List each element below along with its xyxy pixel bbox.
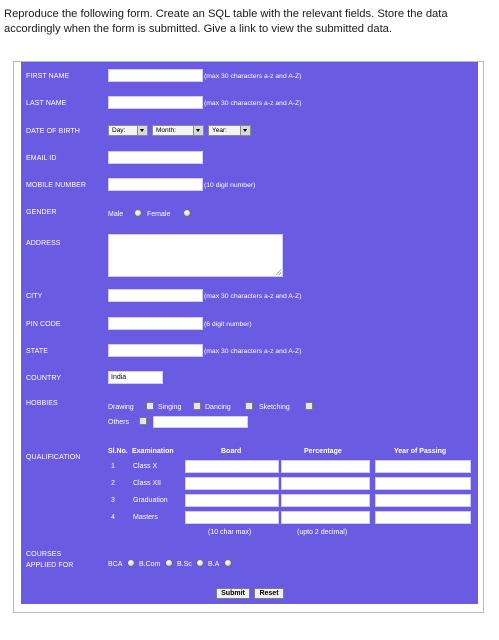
course-bcom-radio[interactable] — [165, 559, 173, 567]
first-name-hint: (max 30 characters a-z and A-Z) — [204, 73, 302, 80]
qualification-year-input[interactable] — [375, 511, 471, 524]
dob-day-text: Day: — [112, 127, 126, 134]
chevron-down-icon — [193, 126, 203, 135]
hobby-dancing-label: Dancing — [205, 404, 231, 411]
qualification-header-year: Year of Passing — [394, 448, 447, 455]
hobby-others-label: Others — [108, 419, 130, 426]
registration-form-panel — [21, 62, 478, 604]
address-label: ADDRESS — [26, 240, 61, 247]
instructions-text: Reproduce the following form. Create an SQL table with the relevant fields. Store the data accordingly when the form is submitted. Give a link to view the submitted data. — [4, 8, 448, 35]
qualification-year-input[interactable] — [375, 494, 471, 507]
city-input[interactable] — [108, 289, 203, 302]
hobby-drawing-label: Drawing — [108, 404, 134, 411]
dob-label: DATE OF BIRTH — [26, 128, 80, 135]
dob-month-text: Month: — [156, 127, 176, 134]
first-name-label: FIRST NAME — [26, 73, 70, 80]
qualification-percentage-input[interactable] — [281, 477, 370, 490]
qualification-header-board: Board — [221, 448, 242, 455]
course-bcom-label: B.Com — [139, 561, 161, 568]
qualification-row-no: 4 — [111, 514, 115, 521]
hobby-singing-label: Singing — [158, 404, 182, 411]
qualification-row-exam: Graduation — [133, 497, 168, 504]
resize-grip-icon[interactable] — [275, 269, 281, 275]
qualification-year-input[interactable] — [375, 477, 471, 490]
gender-female-label: Female — [147, 211, 171, 218]
mobile-input[interactable] — [108, 178, 203, 191]
country-input[interactable] — [108, 371, 163, 384]
email-label: EMAIL ID — [26, 155, 57, 162]
qualification-percentage-input[interactable] — [281, 511, 370, 524]
course-ba-label: B.A — [208, 561, 220, 568]
qualification-header-slno: Sl.No. — [108, 448, 128, 455]
state-input[interactable] — [108, 344, 203, 357]
dob-year-select[interactable] — [208, 125, 251, 136]
hobby-sketching-checkbox[interactable] — [305, 402, 313, 410]
city-label: CITY — [26, 293, 43, 300]
qualification-row-no: 1 — [111, 463, 115, 470]
qualification-header-examination: Examination — [132, 448, 174, 455]
state-hint: (max 30 characters a-z and A-Z) — [204, 348, 302, 355]
hobby-others-checkbox[interactable] — [139, 417, 147, 425]
pin-code-label: PIN CODE — [26, 321, 61, 328]
qualification-percentage-input[interactable] — [281, 460, 370, 473]
pin-code-input[interactable] — [108, 317, 203, 330]
qualification-row-exam: Masters — [133, 514, 158, 521]
last-name-hint: (max 30 characters a-z and A-Z) — [204, 100, 302, 107]
course-bsc-label: B.Sc — [177, 561, 192, 568]
country-value: India — [111, 374, 127, 381]
qualification-board-input[interactable] — [185, 511, 279, 524]
last-name-label: LAST NAME — [26, 100, 67, 107]
qualification-board-input[interactable] — [185, 494, 279, 507]
hobby-singing-checkbox[interactable] — [193, 402, 201, 410]
chevron-down-icon — [240, 126, 250, 135]
gender-male-radio[interactable] — [134, 209, 142, 217]
country-label: COUNTRY — [26, 375, 62, 382]
last-name-input[interactable] — [108, 96, 203, 109]
qualification-board-input[interactable] — [185, 460, 279, 473]
mobile-label: MOBILE NUMBER — [26, 182, 87, 189]
qualification-header-percentage: Percentage — [304, 448, 342, 455]
course-bca-radio[interactable] — [127, 559, 135, 567]
qualification-row-exam: Class X — [133, 463, 158, 470]
hobby-drawing-checkbox[interactable] — [146, 402, 154, 410]
qualification-row-no: 3 — [111, 497, 115, 504]
address-textarea[interactable] — [108, 234, 283, 277]
pin-code-hint: (6 digit number) — [204, 321, 252, 328]
email-input[interactable] — [108, 151, 203, 164]
gender-male-label: Male — [108, 211, 124, 218]
courses-label-line2: APPLIED FOR — [26, 562, 74, 569]
course-bsc-radio[interactable] — [196, 559, 204, 567]
city-hint: (max 30 characters a-z and A-Z) — [204, 293, 302, 300]
form-frame — [13, 61, 484, 613]
dob-year-text: Year: — [212, 127, 227, 134]
course-ba-radio[interactable] — [224, 559, 232, 567]
qualification-year-input[interactable] — [375, 460, 471, 473]
state-label: STATE — [26, 348, 49, 355]
first-name-input[interactable] — [108, 69, 203, 82]
gender-female-radio[interactable] — [183, 209, 191, 217]
hobbies-label: HOBBIES — [26, 400, 58, 407]
reset-button[interactable]: Reset — [254, 588, 284, 599]
dob-month-select[interactable] — [152, 125, 204, 136]
submit-button[interactable]: Submit — [216, 588, 250, 599]
qualification-board-input[interactable] — [185, 477, 279, 490]
courses-label-line1: COURSES — [26, 551, 62, 558]
percentage-note: (upto 2 decimal) — [297, 529, 348, 536]
gender-label: GENDER — [26, 209, 57, 216]
course-bca-label: BCA — [108, 561, 123, 568]
hobby-dancing-checkbox[interactable] — [245, 402, 253, 410]
hobby-sketching-label: Sketching — [259, 404, 290, 411]
qualification-row-exam: Class XII — [133, 480, 162, 487]
hobby-others-input[interactable] — [153, 416, 248, 428]
chevron-down-icon — [137, 126, 147, 135]
dob-day-select[interactable] — [108, 125, 148, 136]
qualification-percentage-input[interactable] — [281, 494, 370, 507]
board-note: (10 char max) — [208, 529, 252, 536]
qualification-row-no: 2 — [111, 480, 115, 487]
qualification-label: QUALIFICATION — [26, 454, 81, 461]
mobile-hint: (10 digit number) — [204, 182, 256, 189]
